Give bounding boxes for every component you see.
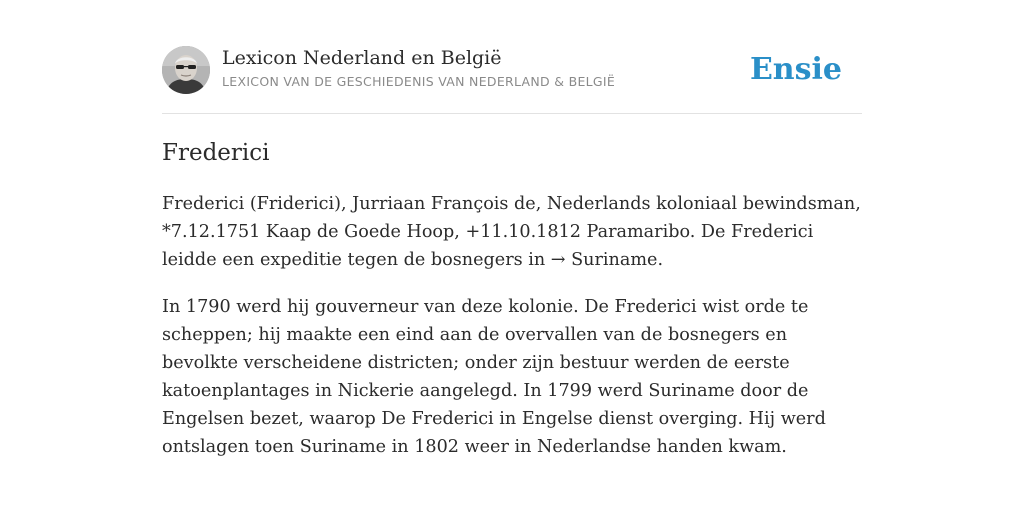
paragraph-1-end: . [657,250,664,270]
source-title[interactable]: Lexicon Nederland en België [222,47,502,69]
source-header [162,46,862,96]
ensie-logo-link[interactable]: Ensie [749,52,842,87]
reference-link-label: Suriname [571,250,658,270]
entry-title: Frederici [162,140,270,166]
header-divider [162,113,862,114]
paragraph-1-text: Frederici (Friderici), Jurriaan François de, Nederlands koloniaal bewindsman, *7.12.1751 Kaap de Goede Hoop, +11.10.1812 Paramaribo. De Frederici leidde een expeditie tegen de bosnegers in [162,194,861,270]
author-avatar[interactable] [162,46,210,94]
entry-paragraph-1 [162,190,864,274]
entry-body [162,190,864,480]
source-subtitle: LEXICON VAN DE GESCHIEDENIS VAN NEDERLAND & BELGIË [222,74,616,89]
suriname-reference-link[interactable] [551,250,658,270]
portrait-avatar-icon [162,46,210,94]
arrow-right-icon: → [550,250,566,270]
entry-paragraph-2: In 1790 werd hij gouverneur van deze kolonie. De Frederici wist orde te scheppen; hij maakte een eind aan de overvallen van de bosnegers en bevolkte verscheidene districten; onder zijn bestuur werden de eerste katoenplantages in Nickerie aangelegd. In 1799 werd Suriname door de Engelsen bezet, waarop De Frederici in Engelse dienst overging. Hij werd ontslagen toen Suriname in 1802 weer in Nederlandse handen kwam. [162,297,826,457]
